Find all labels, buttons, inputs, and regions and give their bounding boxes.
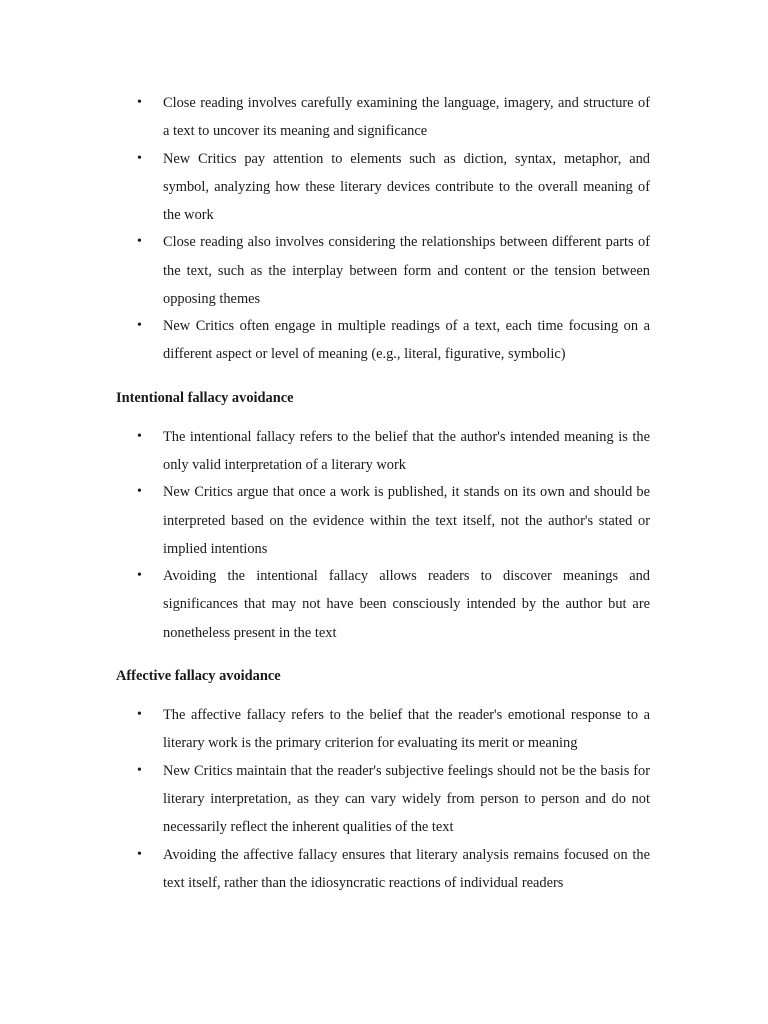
list-item-text: Close reading also involves considering the relationships between different parts of the text, such as the interplay between form and content or the tension between opposing themes bbox=[163, 234, 650, 307]
bullet-icon: • bbox=[137, 95, 142, 110]
bullet-icon: • bbox=[137, 762, 142, 778]
list-item bbox=[116, 757, 650, 842]
list-item bbox=[116, 562, 650, 647]
section-heading-intentional-fallacy: Intentional fallacy avoidance bbox=[116, 389, 294, 406]
list-item-text: New Critics maintain that the reader's subjective feelings should not be the basis for literary interpretation, as they can vary widely from person to person and do not necessarily reflect the inherent qualities of the text bbox=[163, 762, 650, 836]
list-item-text: New Critics argue that once a work is published, it stands on its own and should be interpreted based on the evidence within the text itself, not the author's stated or implied intentions bbox=[163, 484, 650, 557]
bullet-icon: • bbox=[137, 707, 142, 723]
list-item bbox=[116, 228, 650, 313]
section-heading-affective-fallacy: Affective fallacy avoidance bbox=[116, 668, 281, 685]
list-item-text: Avoiding the affective fallacy ensures that literary analysis remains focused on the text itself, rather than the idiosyncratic reactions of individual readers bbox=[163, 846, 650, 891]
list-item-text: Close reading involves carefully examining the language, imagery, and structure of a text to uncover its meaning and significance bbox=[163, 95, 650, 140]
list-item bbox=[116, 89, 650, 145]
list-item bbox=[116, 841, 650, 897]
intentional-fallacy-list bbox=[116, 423, 650, 647]
bullet-icon: • bbox=[137, 484, 142, 500]
affective-fallacy-list bbox=[116, 701, 650, 897]
bullet-icon: • bbox=[137, 428, 142, 444]
list-item bbox=[116, 423, 650, 479]
list-item-text: The affective fallacy refers to the belief that the reader's emotional response to a literary work is the primary criterion for evaluating its merit or meaning bbox=[163, 707, 650, 752]
bullet-icon: • bbox=[137, 150, 142, 166]
close-reading-list bbox=[116, 89, 650, 369]
list-item bbox=[116, 312, 650, 368]
bullet-icon: • bbox=[137, 846, 142, 862]
list-item-text: New Critics pay attention to elements such as diction, syntax, metaphor, and symbol, analyzing how these literary devices contribute to the overall meaning of the work bbox=[163, 150, 650, 224]
list-item bbox=[116, 701, 650, 757]
list-item bbox=[116, 145, 650, 230]
list-item-text: The intentional fallacy refers to the belief that the author's intended meaning is the only valid interpretation of a literary work bbox=[163, 428, 650, 474]
list-item-text: Avoiding the intentional fallacy allows readers to discover meanings and significances that may not have been consciously intended by the author but are nonetheless present in the text bbox=[163, 568, 650, 641]
document-page bbox=[116, 89, 650, 896]
bullet-icon: • bbox=[137, 318, 142, 334]
bullet-icon: • bbox=[137, 568, 142, 584]
list-item bbox=[116, 478, 650, 563]
list-item-text: New Critics often engage in multiple readings of a text, each time focusing on a different aspect or level of meaning (e.g., literal, figurative, symbolic) bbox=[163, 318, 650, 363]
bullet-icon: • bbox=[137, 234, 142, 250]
